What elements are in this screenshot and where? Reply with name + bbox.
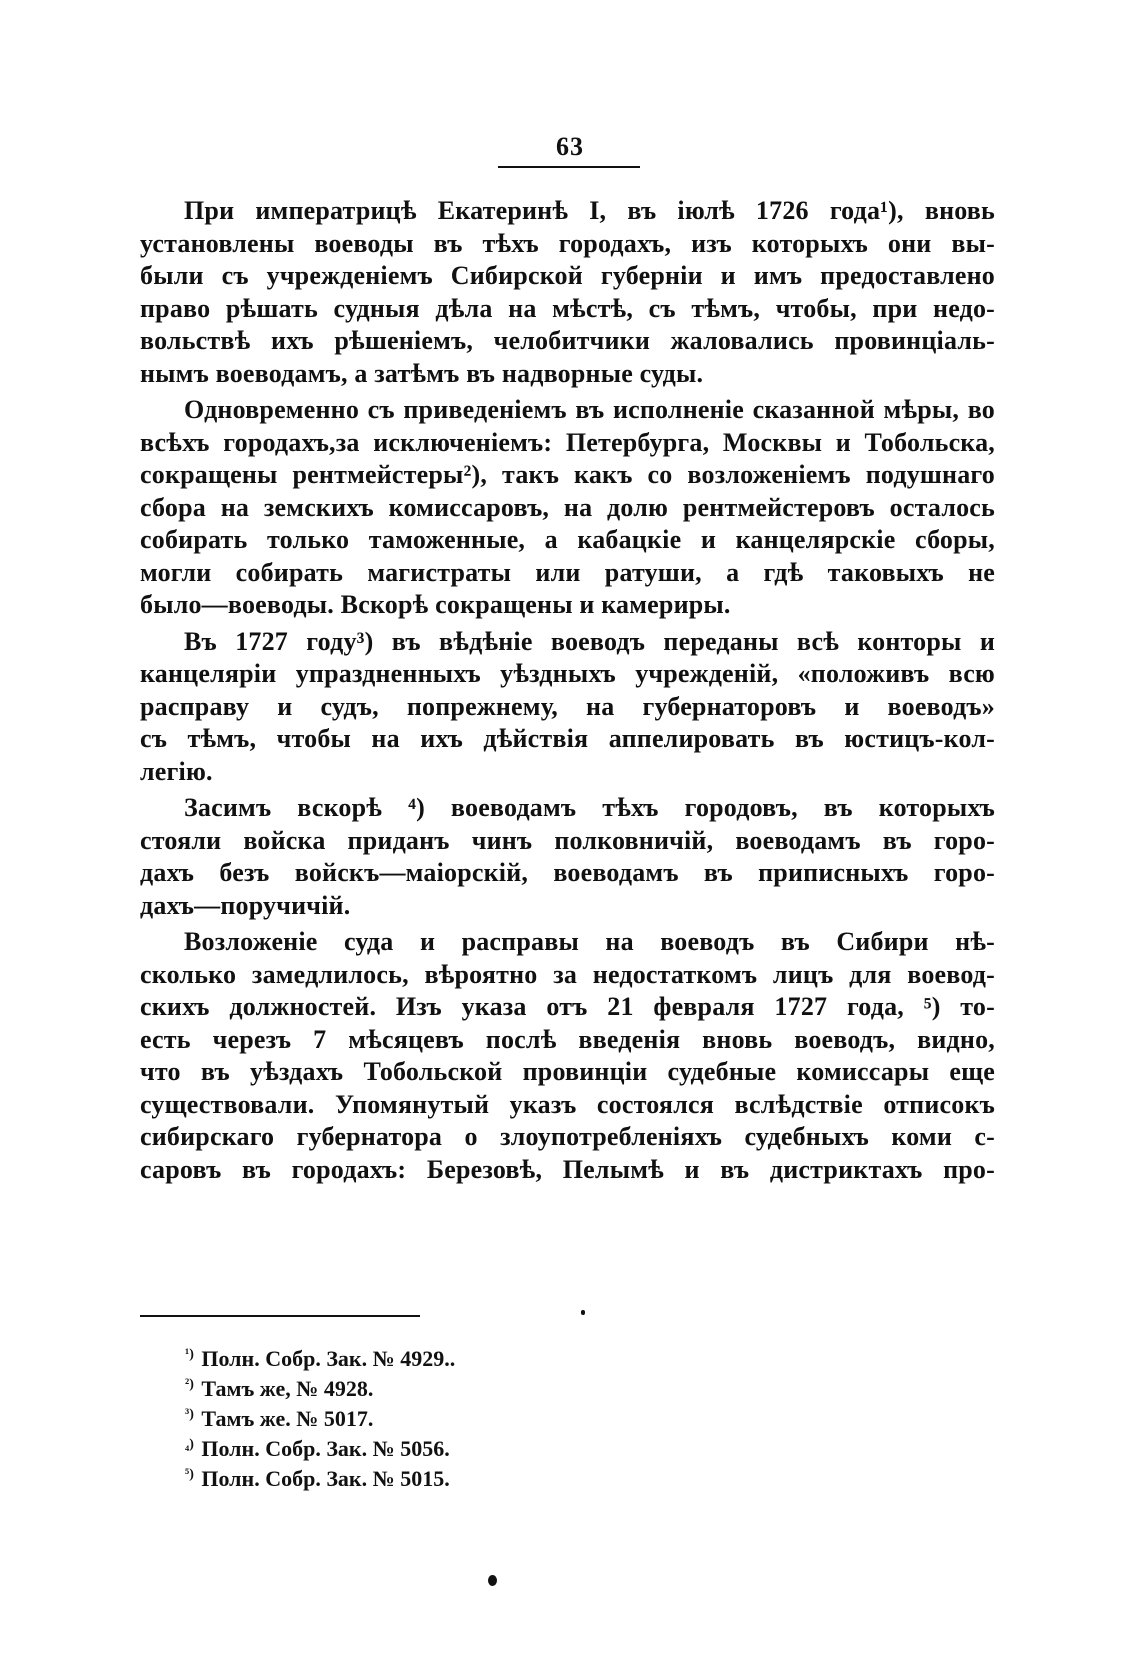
text-line: съ тѣмъ, чтобы на ихъ дѣйствія аппелировать въ юстицъ-кол- [140,724,995,753]
text-line: легію. [140,756,213,786]
text-line: При императрицѣ Екатеринѣ I, въ іюлѣ 1726 года¹), вновь [184,196,995,225]
text-line: сокращены рентмейстеры²), такъ какъ со возложеніемъ подушнаго [140,460,995,489]
text-line: сбора на земскихъ комиссаровъ, на долю рентмейстеровъ осталось [140,492,995,522]
footnote-mark: ⁵) [185,1466,194,1482]
footnote-mark: ³) [185,1406,194,1422]
print-speck [581,1310,585,1315]
text-line: канцеляріи упраздненныхъ уѣздныхъ учрежденій, «положивъ всю [140,659,995,688]
footnote-mark: ²) [185,1376,194,1392]
footnote-text: Полн. Собр. Зак. № 4929.. [201,1346,456,1371]
footnote-text: Тамъ же. № 5017. [201,1406,374,1431]
print-dot [488,1575,497,1586]
text-line: нымъ воеводамъ, а затѣмъ въ надворные суды. [140,358,704,388]
text-line: Въ 1727 году³) въ вѣдѣніе воеводъ переданы всѣ конторы и [184,626,995,656]
text-line: существовали. Упомянутый указъ состоялся вслѣдствіе отписокъ [140,1089,995,1119]
page-number: 63 [556,132,584,161]
footnote-2 [185,1374,785,1404]
footnote-text: Тамъ же, № 4928. [201,1376,374,1401]
text-line: сколько замедлилось, вѣроятно за недостаткомъ лицъ для воевод- [140,959,995,989]
body-text [140,195,995,1186]
footnote-mark: ₄) [185,1436,194,1452]
page-number-underline [498,166,640,168]
text-line: установлены воеводы въ тѣхъ городахъ, изъ которыхъ они вы- [140,228,995,258]
text-line: скихъ должностей. Изъ указа отъ 21 февраля 1727 года, ⁵) то- [140,992,995,1021]
text-line: Засимъ вскорѣ ⁴) воеводамъ тѣхъ городовъ, въ которыхъ [184,793,995,822]
footnote-mark: ¹) [185,1346,194,1362]
footnote-separator [140,1315,420,1317]
text-line: вольствѣ ихъ рѣшеніемъ, челобитчики жаловались провинціаль- [140,326,995,355]
text-line: могли собирать магистраты или ратуши, а гдѣ таковыхъ не [140,557,995,587]
text-line: собирать только таможенные, а кабацкіе и канцелярскіе сборы, [140,525,995,554]
text-line: всѣхъ городахъ,за исключеніемъ: Петербурга, Москвы и Тобольска, [140,427,995,457]
text-line: есть черезъ 7 мѣсяцевъ послѣ введенія вновь воеводъ, видно, [140,1024,995,1054]
text-line: сибирскаго губернатора о злоупотребленіяхъ судебныхъ коми с- [140,1122,995,1151]
text-line: Возложеніе суда и расправы на воеводъ въ Сибири нѣ- [184,927,995,956]
text-line: были съ учрежденіемъ Сибирской губерніи и имъ предоставлено [140,261,995,290]
text-line: Одновременно съ приведеніемъ въ исполненіе сказанной мѣры, во [184,395,995,424]
footnote-text: Полн. Собр. Зак. № 5015. [201,1466,450,1491]
text-line: что въ уѣздахъ Тобольской провинціи судебные комиссары еще [140,1057,995,1086]
footnotes [185,1344,785,1494]
text-line: саровъ въ городахъ: Березовѣ, Пелымѣ и въ дистриктахъ про- [140,1154,995,1184]
text-line: стояли войска приданъ чинъ полковничій, воеводамъ въ горо- [140,825,995,855]
text-line: дахъ—поручичій. [140,890,351,920]
text-line: расправу и судъ, попрежнему, на губернаторовъ и воеводъ» [140,691,995,721]
footnote-1 [185,1344,785,1374]
text-line: дахъ безъ войскъ—маіорскій, воеводамъ въ приписныхъ горо- [140,858,995,887]
text-line: право рѣшать судныя дѣла на мѣстѣ, съ тѣмъ, чтобы, при недо- [140,293,995,323]
footnote-text: Полн. Собр. Зак. № 5056. [201,1436,450,1461]
footnote-5 [185,1464,785,1494]
footnote-4 [185,1434,785,1464]
footnote-3 [185,1404,785,1434]
text-line: было—воеводы. Вскорѣ сокращены и камериры. [140,590,731,619]
